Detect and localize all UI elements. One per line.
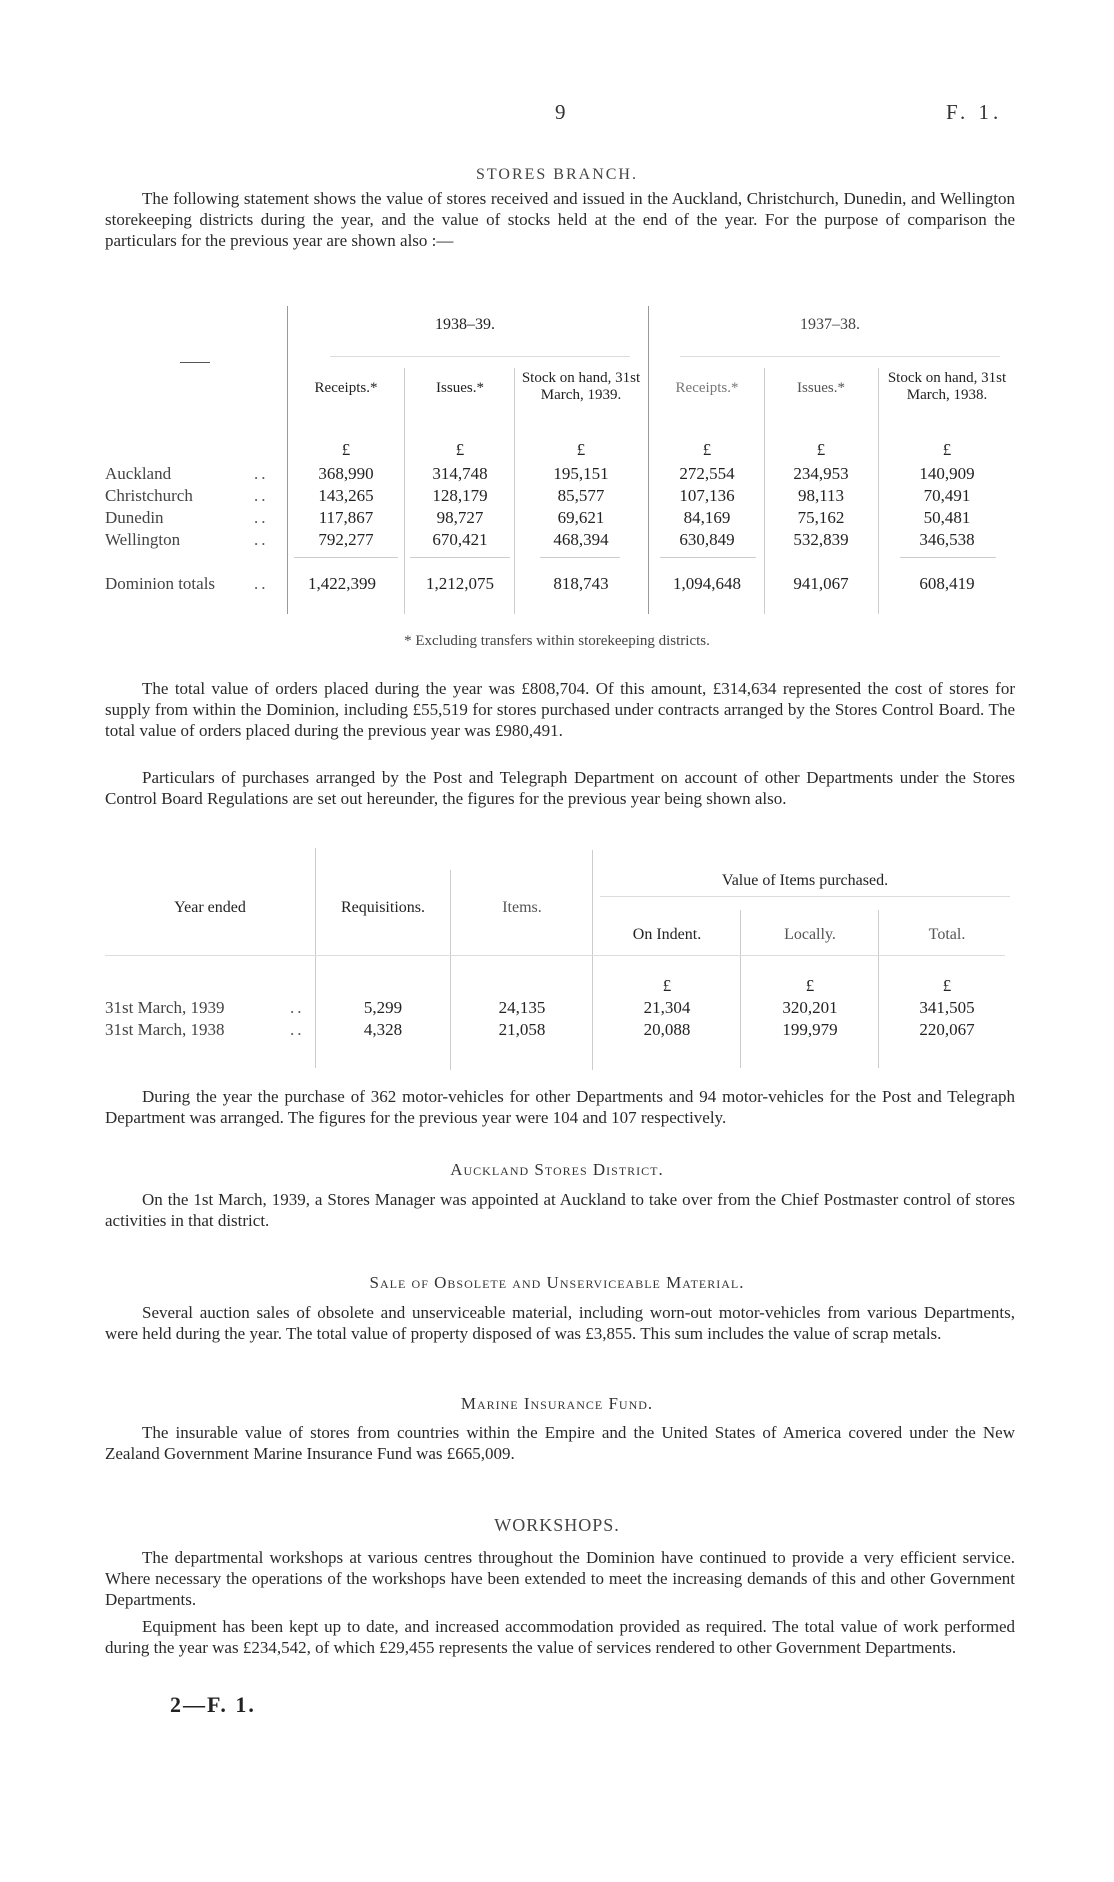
cell-value: 140,909 [919, 464, 975, 483]
total-value: 818,743 [553, 574, 609, 593]
motor-vehicles-paragraph: During the year the purchase of 362 motor-vehicles for other Departments and 94 motor-vehicles for the Post and Telegraph Department was arranged. The figures for the previous year were 104 and 107 respectively. [105, 1087, 1015, 1127]
total-value: 608,419 [919, 574, 975, 593]
leader-dots: .. [254, 464, 269, 483]
cell-value: 85,577 [557, 486, 605, 505]
cell-value: 21,058 [498, 1020, 546, 1039]
col-value-purchased: Value of Items purchased. [721, 872, 889, 889]
section-heading-auckland: Auckland Stores District. [450, 1160, 664, 1179]
purchases-paragraph: Particulars of purchases arranged by the Post and Telegraph Department on account of other Departments under the Stores Control Board Regulations are set out hereunder, the figures for the previous year being shown also. [105, 768, 1015, 808]
cell-value: 70,491 [923, 486, 971, 505]
col-on-indent: On Indent. [632, 926, 702, 943]
cell-value: 5,299 [363, 998, 403, 1017]
leader-dots: .. [290, 1020, 305, 1039]
cell-value: 84,169 [683, 508, 731, 527]
leader-dots: .. [290, 998, 305, 1017]
row-label: Wellington [105, 530, 181, 549]
cell-value: 532,839 [793, 530, 849, 549]
section-heading-marine: Marine Insurance Fund. [460, 1394, 654, 1413]
cell-value: 272,554 [679, 464, 735, 483]
cell-value: 98,727 [436, 508, 484, 527]
cell-value: 234,953 [793, 464, 849, 483]
col-total: Total. [928, 926, 966, 943]
col-receipts-1938: Receipts.* [675, 380, 739, 396]
total-value: 1,094,648 [673, 574, 741, 593]
cell-value: 199,979 [782, 1020, 838, 1039]
col-items: Items. [502, 899, 542, 916]
cell-value: 314,748 [432, 464, 488, 483]
workshops-paragraph-2: Equipment has been kept up to date, and increased accommodation provided as required. The total value of work performed during the year was £234,542, of which £29,455 represents the value of services rendered to other Government Departments. [105, 1617, 1015, 1657]
cell-value: 792,277 [318, 530, 374, 549]
cell-value: 320,201 [782, 998, 838, 1017]
col-issues-1939: Issues.* [436, 380, 484, 396]
currency-symbol: £ [455, 440, 465, 459]
group-header-1938-39: 1938–39. [435, 316, 495, 333]
page-signature: 2—F. 1. [170, 1692, 256, 1717]
col-issues-1938: Issues.* [797, 380, 845, 396]
cell-value: 98,113 [797, 486, 845, 505]
cell-value: 220,067 [919, 1020, 975, 1039]
currency-symbol: £ [576, 440, 586, 459]
row-label: 31st March, 1938 [105, 1020, 225, 1039]
section-title-workshops: WORKSHOPS. [494, 1515, 620, 1535]
page-number: 9 [555, 100, 566, 124]
currency-symbol: £ [816, 440, 826, 459]
col-receipts-1939: Receipts.* [314, 380, 378, 396]
cell-value: 195,151 [553, 464, 609, 483]
currency-symbol: £ [662, 976, 672, 995]
col-requisitions: Requisitions. [340, 899, 425, 916]
row-label: Christchurch [105, 486, 193, 505]
cell-value: 75,162 [797, 508, 845, 527]
document-reference: F. 1. [946, 100, 1003, 124]
cell-value: 630,849 [679, 530, 735, 549]
cell-value: 69,621 [557, 508, 605, 527]
cell-value: 670,421 [432, 530, 488, 549]
total-value: 1,212,075 [426, 574, 494, 593]
table-footnote: * Excluding transfers within storekeeping districts. [404, 633, 710, 649]
currency-symbol: £ [805, 976, 815, 995]
workshops-paragraph-1: The departmental workshops at various centres throughout the Dominion have continued to provide a very efficient service. Where necessary the operations of the workshops have been extended to meet the increasing demands of this and other Government Departments. [105, 1548, 1015, 1609]
marine-paragraph: The insurable value of stores from countries within the Empire and the United States of America covered under the New Zealand Government Marine Insurance Fund was £665,009. [105, 1423, 1015, 1463]
col-stock-1939: Stock on hand, 31st March, 1939. [521, 370, 641, 403]
cell-value: 368,990 [318, 464, 374, 483]
leader-dots: .. [254, 486, 269, 505]
currency-symbol: £ [702, 440, 712, 459]
section-heading-sale: Sale of Obsolete and Unserviceable Material. [369, 1273, 745, 1292]
sale-paragraph: Several auction sales of obsolete and unserviceable material, including worn-out motor-vehicles from various Departments, were held during the year. The total value of property disposed of was £3,855. This sum includes the value of scrap metals. [105, 1303, 1015, 1343]
group-header-1937-38: 1937–38. [800, 316, 860, 333]
cell-value: 468,394 [553, 530, 609, 549]
leader-dots: .. [254, 508, 269, 527]
leader-dots: .. [254, 574, 269, 593]
cell-value: 128,179 [432, 486, 488, 505]
row-label: Auckland [105, 464, 172, 483]
row-label: Dunedin [105, 508, 164, 527]
currency-symbol: £ [942, 976, 952, 995]
cell-value: 341,505 [919, 998, 975, 1017]
col-year-ended: Year ended [174, 899, 246, 916]
cell-value: 143,265 [318, 486, 374, 505]
col-stock-1938: Stock on hand, 31st March, 1938. [887, 370, 1007, 403]
stores-intro-paragraph: The following statement shows the value of stores received and issued in the Auckland, Christchurch, Dunedin, and Wellington storekeeping districts during the year, and the value of stocks held at the end of the year. For the purpose of comparison the particulars for the previous year are shown also :— [105, 189, 1015, 250]
auckland-paragraph: On the 1st March, 1939, a Stores Manager was appointed at Auckland to take over from the Chief Postmaster control of stores activities in that district. [105, 1190, 1015, 1230]
orders-paragraph: The total value of orders placed during the year was £808,704. Of this amount, £314,634 represented the cost of stores for supply from within the Dominion, including £55,519 for stores purchased under contracts arranged by the Stores Control Board. The total value of orders placed during the previous year was £980,491. [105, 679, 1015, 740]
cell-value: 107,136 [679, 486, 735, 505]
total-value: 1,422,399 [308, 574, 376, 593]
row-label-totals: Dominion totals [105, 574, 216, 593]
cell-value: 50,481 [923, 508, 971, 527]
currency-symbol: £ [341, 440, 351, 459]
currency-symbol: £ [942, 440, 952, 459]
cell-value: 117,867 [318, 508, 374, 527]
leader-dots: .. [254, 530, 269, 549]
col-locally: Locally. [784, 926, 836, 943]
total-value: 941,067 [793, 574, 849, 593]
section-title-stores-branch: STORES BRANCH. [476, 166, 638, 183]
cell-value: 20,088 [643, 1020, 691, 1039]
cell-value: 346,538 [919, 530, 975, 549]
cell-value: 4,328 [363, 1020, 403, 1039]
row-label: 31st March, 1939 [105, 998, 225, 1017]
cell-value: 24,135 [498, 998, 546, 1017]
cell-value: 21,304 [643, 998, 691, 1017]
